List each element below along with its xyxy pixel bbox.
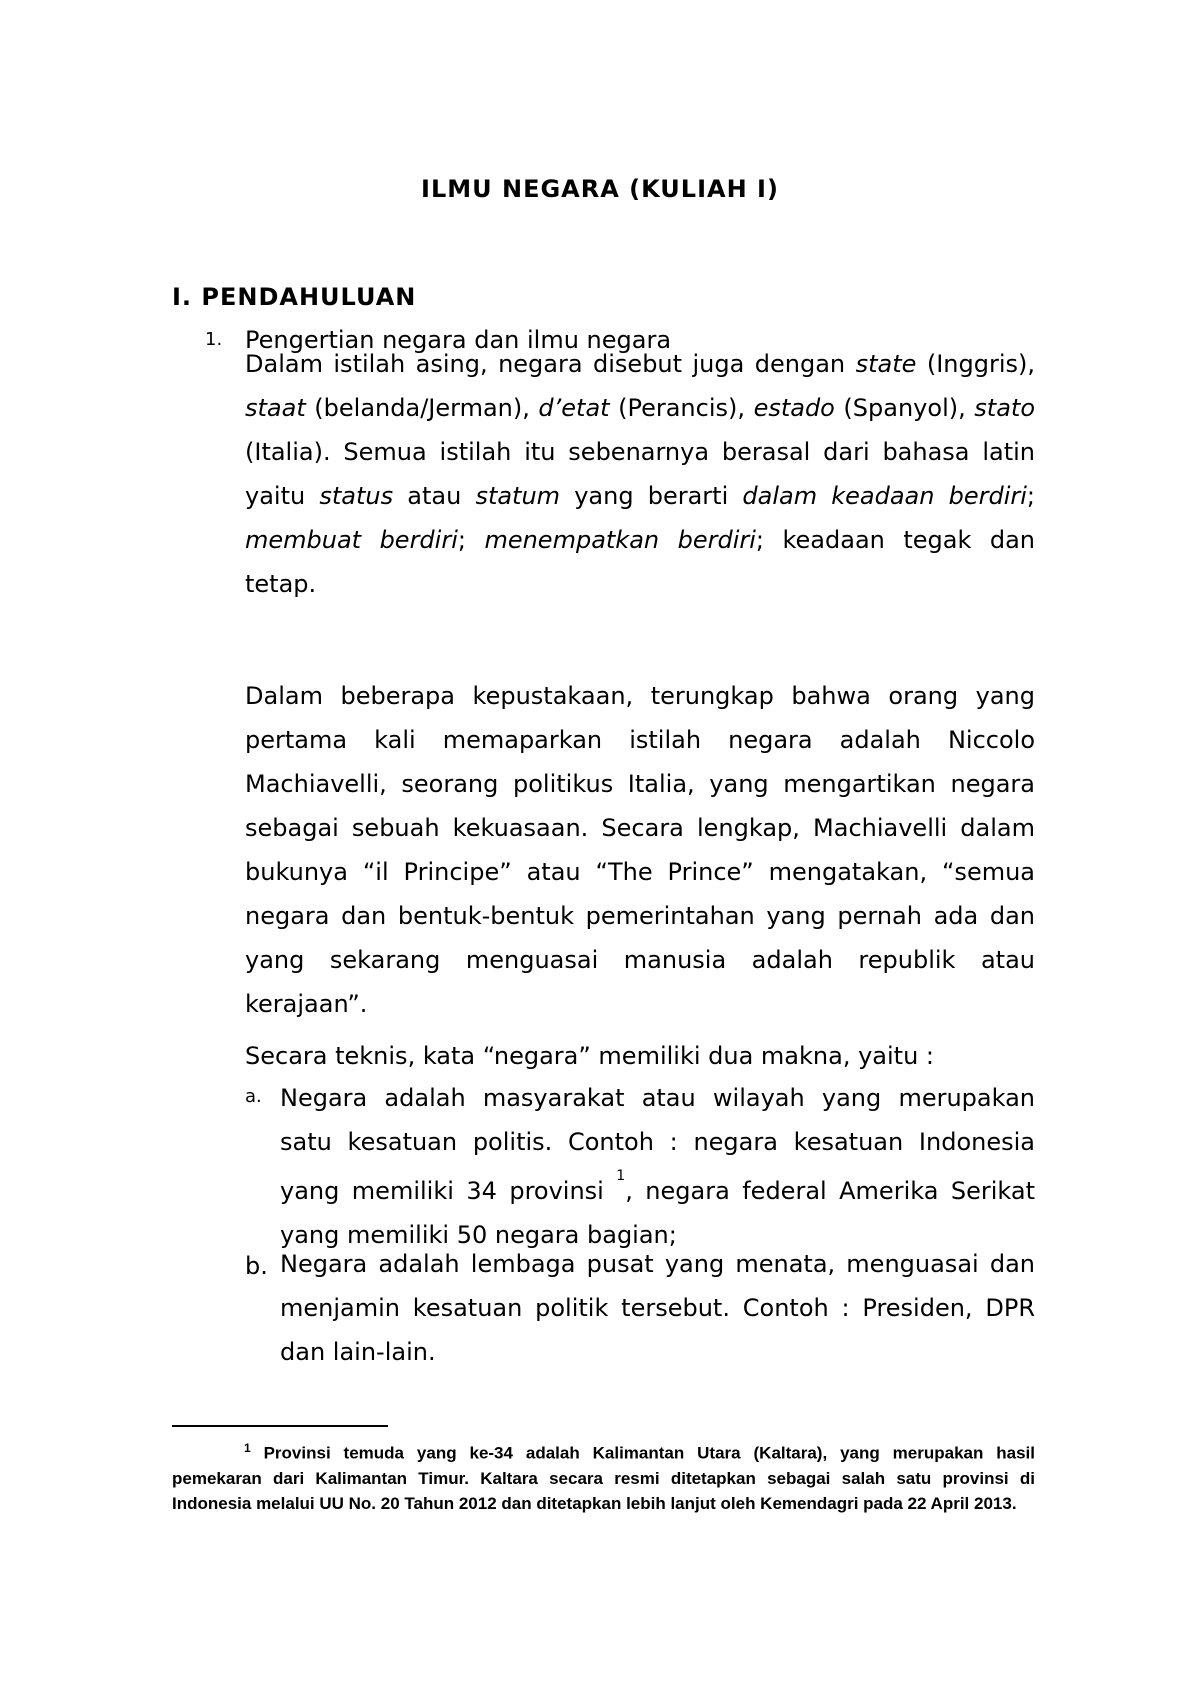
footnote-marker: 1 [244,1441,251,1455]
footnote-separator [172,1425,388,1427]
term-status: status [319,482,394,510]
document-title: ILMU NEGARA (KULIAH I) [421,175,779,203]
term-staat: staat [245,394,306,422]
list-item-a: Negara adalah masyarakat atau wilayah yang merupakan satu kesatuan politis. Contoh : negara kesatuan Indonesia yang memiliki 34 provinsi $^1$, negara federal Amerika Serikat yang memiliki 50 negara bagian; [280,1084,1035,1249]
list-marker-b: b. [245,1252,268,1280]
meaning-2: membuat berdiri [245,526,458,554]
paragraph-two-meanings: Secara teknis, kata “negara” memiliki dua makna, yaitu : [245,1042,935,1070]
meaning-1: dalam keadaan berdiri [742,482,1027,510]
term-statum: statum [475,482,561,510]
section-heading: I. PENDAHULUAN [172,283,417,311]
term-state: state [855,350,917,378]
subsection-title: Pengertian negara dan ilmu negara [245,326,672,354]
paragraph-etymology: Dalam istilah asing, negara disebut juga dengan state (Inggris), staat (belanda/Jerman), d’etat (Perancis), estado (Spanyol), stato (Italia). Semua istilah itu sebenarnya berasal dari bahasa latin yaitu status atau statum yang berarti dalam keadaan berdiri; membuat berdiri; menempatkan berdiri; keadaan tegak dan tetap. [245,350,1036,598]
footnote [172,1436,1035,1516]
list-item-b: Negara adalah lembaga pusat yang menata, menguasai dan menjamin kesatuan politik tersebut. Contoh : Presiden, DPR dan lain-lain. [280,1250,1035,1366]
footnote-text: Provinsi temuda yang ke-34 adalah Kalimantan Utara (Kaltara), yang merupakan hasil pemekaran dari Kalimantan Timur. Kaltara secara resmi ditetapkan sebagai salah satu provinsi di Indonesia melalui UU No. 20 Tahun 2012 dan ditetapkan lebih lanjut oleh Kemendagri pada 22 April 2013. [172,1443,1035,1513]
paragraph-machiavelli: Dalam beberapa kepustakaan, terungkap bahwa orang yang pertama kali memaparkan istilah negara adalah Niccolo Machiavelli, seorang politikus Italia, yang mengartikan negara sebagai sebuah kekuasaan. Secara lengkap, Machiavelli dalam bukunya “il Principe” atau “The Prince” mengatakan, “semua negara dan bentuk-bentuk pemerintahan yang pernah ada dan yang sekarang menguasai manusia adalah republik atau kerajaan”. [245,682,1035,1018]
term-stato: stato [974,394,1035,422]
list-marker-a: a. [245,1086,262,1107]
meaning-3: menempatkan berdiri [484,526,756,554]
term-detat: d’etat [538,394,610,422]
footnote-reference[interactable]: 1 [616,1168,626,1184]
subsection-number: 1. [205,329,223,350]
term-estado: estado [753,394,835,422]
